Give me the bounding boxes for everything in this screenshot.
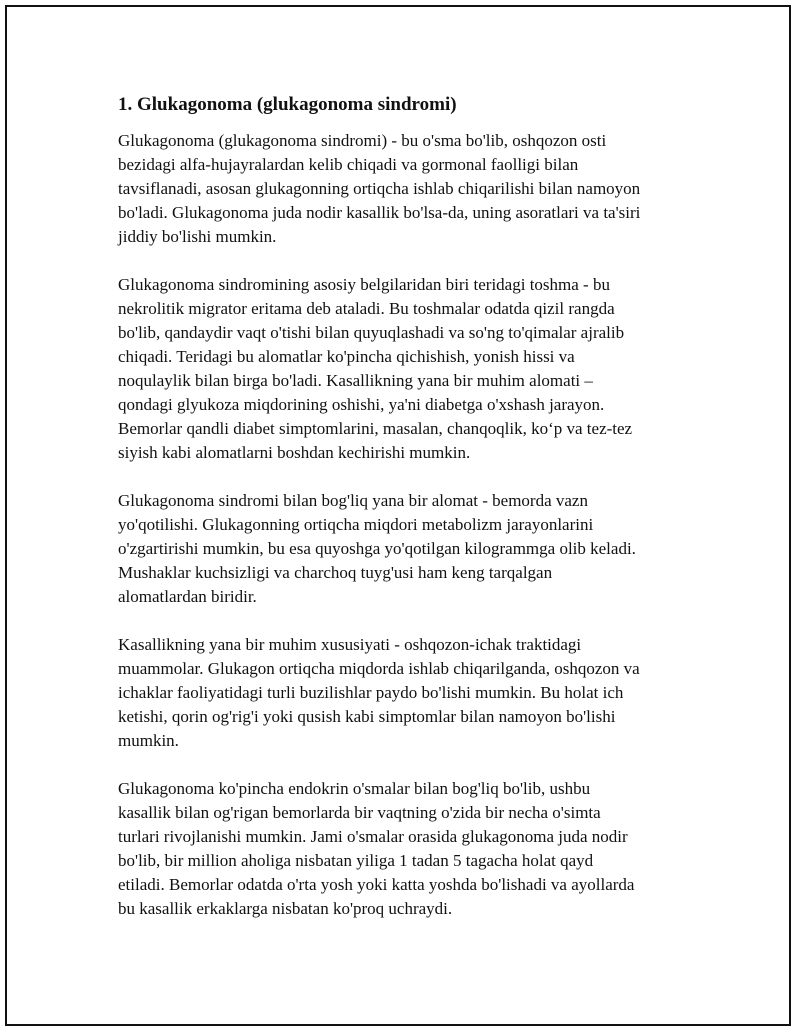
paragraph-4: Kasallikning yana bir muhim xususiyati - oshqozon-ichak traktidagi muammolar. Glukagon ortiqcha miqdorda ishlab chiqarilganda, oshqozon va ichaklar faoliyatidagi turli buzilishlar paydo bo'lishi mumkin. Bu holat ich ketishi, qorin og'rig'i yoki qusish kabi simptomlar bilan namoyon bo'lishi mumkin. <box>118 635 640 750</box>
paragraph-3: Glukagonoma sindromi bilan bog'liq yana bir alomat - bemorda vazn yo'qotilishi. Glukagonning ortiqcha miqdori metabolizm jarayonlarini o'zgartirishi mumkin, bu esa quyoshga yo'qotilgan kilogrammga olib keladi. Mushaklar kuchsizligi va charchoq tuyg'usi ham keng tarqalgan alomatlardan biridir. <box>118 491 636 606</box>
document-body <box>118 92 690 945</box>
paragraph-1: Glukagonoma (glukagonoma sindromi) - bu o'sma bo'lib, oshqozon osti bezidagi alfa-hujayralardan kelib chiqadi va gormonal faolligi bilan tavsiflanadi, asosan glukagonning ortiqcha ishlab chiqarilishi bilan namoyon bo'ladi. Glukagonoma juda nodir kasallik bo'lsa-da, uning asoratlari va ta'siri jiddiy bo'lishi mumkin. <box>118 131 641 246</box>
section-heading: 1. Glukagonoma (glukagonoma sindromi) <box>118 94 457 115</box>
paragraph-2: Glukagonoma sindromining asosiy belgilaridan biri teridagi toshma - bu nekrolitik migrator eritama deb ataladi. Bu toshmalar odatda qizil rangda bo'lib, qandaydir vaqt o'tishi bilan quyuqlashadi va so'ng to'qimalar ajralib chiqadi. Teridagi bu alomatlar ko'pincha qichishish, yonish hissi va noqulaylik bilan birga bo'ladi. Kasallikning yana bir muhim alomati – qondagi glyukoza miqdorining oshishi, ya'ni diabetga o'xshash jarayon. Bemorlar qandli diabet simptomlarini, masalan, chanqoqlik, ko‘p va tez-tez siyish kabi alomatlarni boshdan kechirishi mumkin. <box>118 275 633 462</box>
paragraph-5: Glukagonoma ko'pincha endokrin o'smalar bilan bog'liq bo'lib, ushbu kasallik bilan og'rigan bemorlarda bir vaqtning o'zida bir necha o'simta turlari rivojlanishi mumkin. Jami o'smalar orasida glukagonoma juda nodir bo'lib, bir million aholiga nisbatan yiliga 1 tadan 5 tagacha holat qayd etiladi. Bemorlar odatda o'rta yosh yoki katta yoshda bo'lishadi va ayollarda bu kasallik erkaklarga nisbatan ko'proq uchraydi. <box>118 779 635 918</box>
